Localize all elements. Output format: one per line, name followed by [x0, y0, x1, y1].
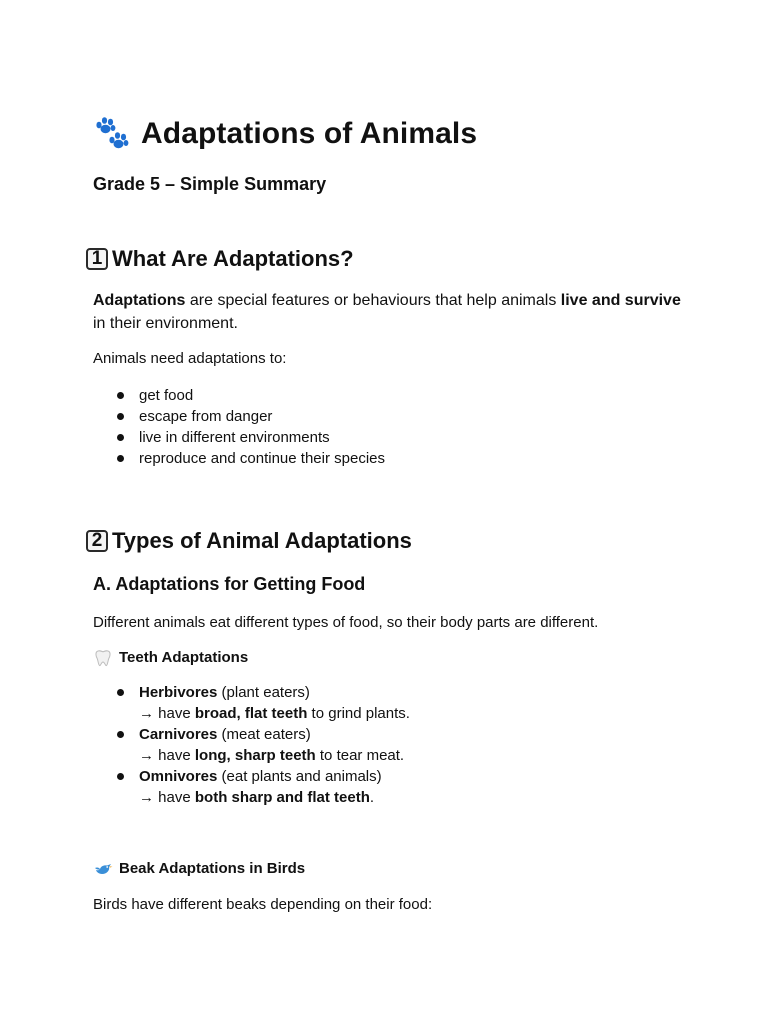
- definition-end: in their environment.: [93, 315, 238, 332]
- item-desc: (plant eaters): [217, 684, 310, 701]
- keycap-2-icon: 2: [86, 530, 108, 552]
- page-title: [93, 112, 477, 156]
- term-carnivores: Carnivores: [139, 726, 218, 743]
- list-item: escape from danger: [93, 406, 385, 427]
- keycap-1-icon: 1: [86, 248, 108, 270]
- adaptations-definition: [93, 289, 683, 335]
- needs-intro: Animals need adaptations to:: [93, 350, 287, 367]
- list-item: [93, 766, 410, 808]
- paw-prints-icon: [93, 116, 131, 152]
- term-herbivores: Herbivores: [139, 684, 218, 701]
- subheading-getting-food: A. Adaptations for Getting Food: [93, 574, 366, 594]
- list-item: live in different environments: [93, 427, 385, 448]
- section-2-title: Types of Animal Adaptations: [112, 528, 412, 553]
- bird-icon: [93, 859, 113, 879]
- teeth-heading: [93, 648, 248, 668]
- page-subtitle: Grade 5 – Simple Summary: [93, 174, 327, 194]
- arrow-text: → have: [139, 705, 195, 722]
- arrow-text: → have: [139, 747, 195, 764]
- tooth-icon: [93, 648, 113, 668]
- detail-end: to tear meat.: [315, 747, 405, 764]
- detail-end: to grind plants.: [307, 705, 410, 722]
- section-2-heading: [86, 526, 412, 556]
- teeth-list: [93, 682, 410, 808]
- definition-text: are special features or behaviours that help animals: [185, 292, 561, 309]
- page-title-text: Adaptations of Animals: [141, 117, 478, 150]
- item-detail: [139, 745, 410, 766]
- section-1-heading: [86, 244, 354, 274]
- detail-end: .: [369, 789, 375, 806]
- item-desc: (meat eaters): [217, 726, 311, 743]
- term-omnivores: Omnivores: [139, 768, 218, 785]
- food-intro: Different animals eat different types of food, so their body parts are different.: [93, 614, 599, 631]
- term-live-and-survive: live and survive: [560, 292, 681, 309]
- list-item: [93, 682, 410, 724]
- detail-bold: broad, flat teeth: [194, 705, 308, 722]
- section-1-title: What Are Adaptations?: [112, 246, 354, 271]
- item-desc: (eat plants and animals): [217, 768, 382, 785]
- detail-bold: long, sharp teeth: [194, 747, 316, 764]
- term-adaptations: Adaptations: [93, 292, 186, 309]
- item-detail: [139, 703, 410, 724]
- list-item: [93, 724, 410, 766]
- list-item: get food: [93, 385, 385, 406]
- list-item: reproduce and continue their species: [93, 448, 385, 469]
- arrow-text: → have: [139, 789, 195, 806]
- needs-list: [93, 385, 385, 469]
- beaks-intro: Birds have different beaks depending on their food:: [93, 896, 433, 913]
- beaks-heading-text: Beak Adaptations in Birds: [119, 860, 306, 877]
- item-detail: [139, 787, 410, 808]
- beaks-heading: [93, 859, 305, 879]
- teeth-heading-text: Teeth Adaptations: [119, 649, 249, 666]
- detail-bold: both sharp and flat teeth: [194, 789, 370, 806]
